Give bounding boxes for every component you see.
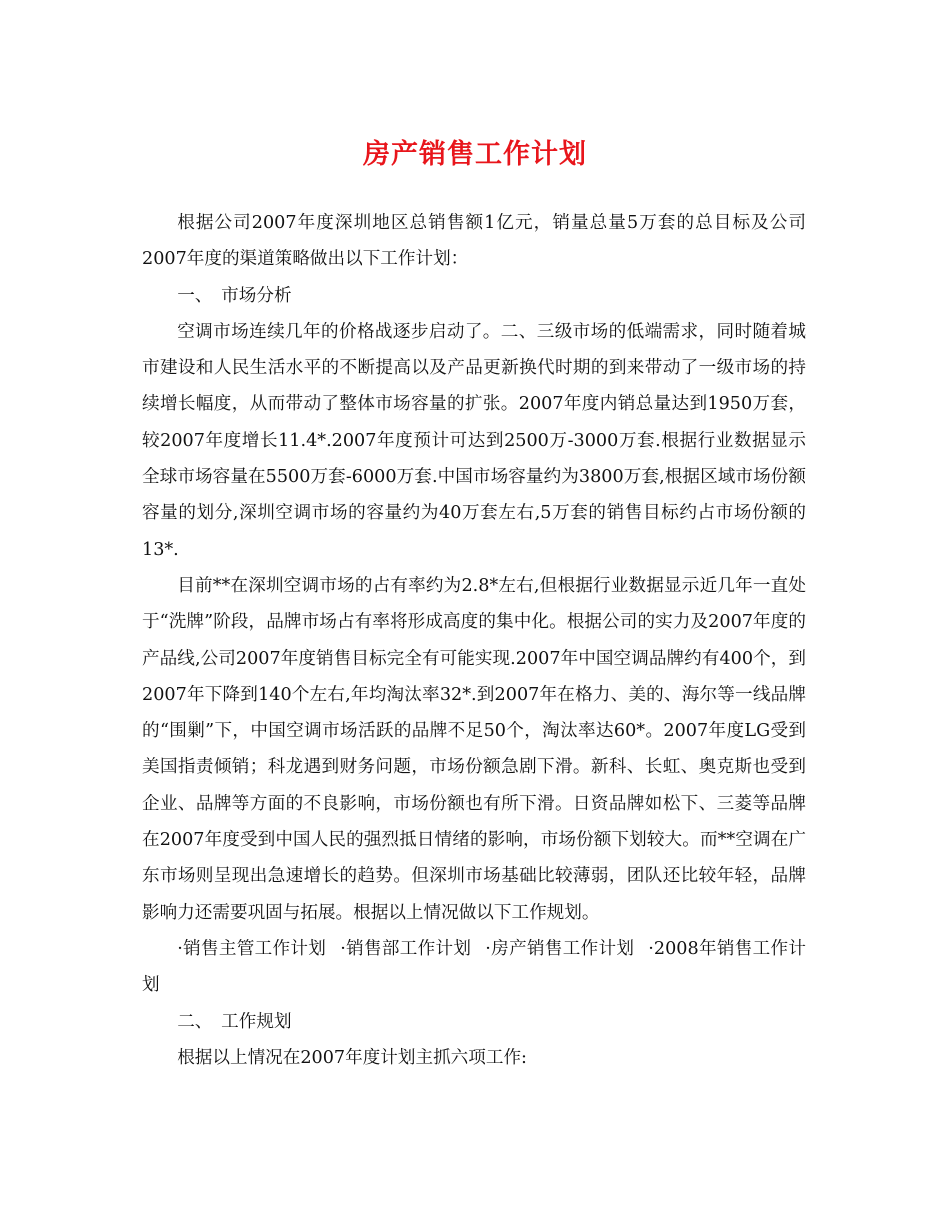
related-link-real-estate-sales-plan[interactable]: ·房产销售工作计划: [485, 938, 635, 959]
intro-paragraph: 根据公司2007年度深圳地区总销售额1亿元，销量总量5万套的总目标及公司2007年度的渠道策略做出以下工作计划：: [142, 213, 806, 270]
work-plan-intro: 根据以上情况在2007年度计划主抓六项工作:: [177, 1047, 527, 1068]
market-analysis-paragraph: 空调市场连续几年的价格战逐步启动了。二、三级市场的低端需求，同时随着城市建设和人民生活水平的不断提高以及产品更新换代时期的到来带动了一级市场的持续增长幅度，从而带动了整体市场容量的扩张。2007年度内销总量达到1950万套，较2007年度增长11.4*.2007年度预计可达到2500万-3000万套.根据行业数据显示全球市场容量在5500万套-6000万套.中国市场容量约为3800万套,根据区域市场份额容量的划分,深圳空调市场的容量约为40万套左右,5万套的销售目标约占市场份额的13*.: [142, 321, 806, 560]
document-body: [142, 205, 806, 1076]
section-heading-market-analysis: 一、 市场分析: [177, 285, 292, 306]
related-links: [142, 931, 806, 1004]
document-title: 房产销售工作计划: [363, 139, 587, 170]
section-heading-work-plan: 二、 工作规划: [177, 1011, 292, 1032]
related-link-sales-department-plan[interactable]: ·销售部工作计划: [340, 938, 472, 959]
market-share-paragraph: 目前**在深圳空调市场的占有率约为2.8*左右,但根据行业数据显示近几年一直处于“洗牌”阶段，品牌市场占有率将形成高度的集中化。根据公司的实力及2007年度的产品线,公司2007年度销售目标完全有可能实现.2007年中国空调品牌约有400个，到2007年下降到140个左右,年均淘汰率32*.到2007年在格力、美的、海尔等一线品牌的“围剿”下，中国空调市场活跃的品牌不足50个，淘汰率达60*。2007年度LG受到美国指责倾销；科龙遇到财务问题，市场份额急剧下滑。新科、长虹、奥克斯也受到企业、品牌等方面的不良影响，市场份额也有所下滑。日资品牌如松下、三菱等品牌在2007年度受到中国人民的强烈抵日情绪的影响，市场份额下划较大。而**空调在广东市场则呈现出急速增长的趋势。但深圳市场基础比较薄弱，团队还比较年轻，品牌影响力还需要巩固与拓展。根据以上情况做以下工作规划。: [142, 575, 806, 923]
related-link-2008-sales-plan[interactable]: ·2008年销售工作计划: [142, 938, 806, 996]
related-link-sales-supervisor-plan[interactable]: ·销售主管工作计划: [177, 938, 327, 959]
